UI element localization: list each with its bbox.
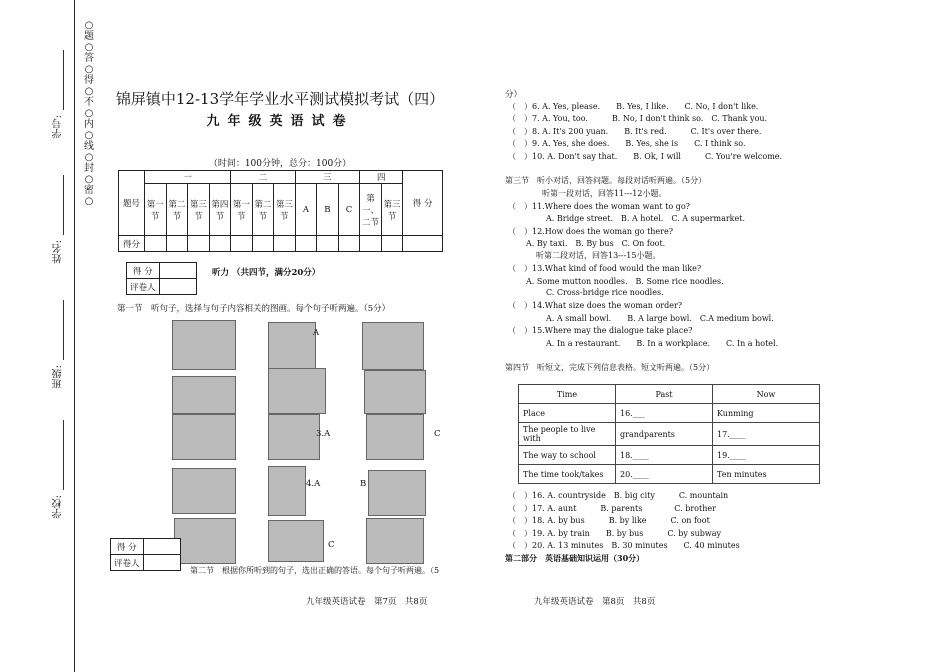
school-label: 学校: <box>52 495 64 519</box>
score-cell[interactable] <box>317 236 339 252</box>
question-20: （ ）20. A. 13 minutes B. 30 minutes C. 40 minutes <box>508 541 740 550</box>
question-13-option-c: C. Cross-bridge rice noodles. <box>546 288 664 297</box>
picture-cloud <box>268 520 324 562</box>
pic-label: C <box>434 429 441 439</box>
section2-end: 分） <box>505 90 523 100</box>
question-9: （ ）9. A. Yes, she does. B. Yes, she is C. I think so. <box>508 139 746 148</box>
sub-header: 第一、二节 <box>360 184 382 236</box>
info-cell: Ten minutes <box>713 465 820 484</box>
info-header: Now <box>713 385 820 404</box>
question-14: （ ）14.What size does the woman order? <box>508 301 683 310</box>
score-cell[interactable] <box>295 236 317 252</box>
pic-label: C <box>328 540 335 550</box>
info-cell: grandparents <box>616 423 713 446</box>
sub-header: A <box>295 184 317 236</box>
question-16: （ ）16. A. countryside B. big city C. mountain <box>508 491 729 500</box>
score-cell[interactable] <box>403 236 443 252</box>
pic-label: A <box>313 328 320 338</box>
picture-rice <box>366 414 424 460</box>
row-label-score: 得分 <box>119 236 145 252</box>
question-19: （ ）19. A. by train B. by bus C. by subway <box>508 529 721 538</box>
score-cell[interactable] <box>274 236 296 252</box>
grader-box-2 <box>110 538 181 571</box>
question-17: （ ）17. A. aunt B. parents C. brother <box>508 504 716 513</box>
info-cell: Kunming <box>713 404 820 423</box>
sub-header: 第四节 <box>209 184 231 236</box>
info-cell: Place <box>519 404 616 423</box>
footer-left: 九年级英语试卷 第7页 共8页 <box>306 597 428 607</box>
picture-statue-liberty <box>268 466 306 516</box>
grader-score-cell[interactable] <box>143 539 180 555</box>
picture-dumplings <box>268 414 320 460</box>
question-15: （ ）15.Where may the dialogue take place? <box>508 326 693 335</box>
listening-heading: 听力 （共四节，满分20分） <box>212 268 321 278</box>
grader-name-cell[interactable] <box>159 279 196 295</box>
question-11-options: A. Bridge street. B. A hotel. C. A supermarket. <box>546 214 746 223</box>
student-id-label: 学号: <box>52 115 64 139</box>
class-label: 班级: <box>52 365 64 389</box>
pic-label: 4.A <box>306 479 321 489</box>
section4-instruction: 第四节 听短文，完成下列信息表格。短文听两遍。（5分） <box>505 363 715 372</box>
info-cell[interactable]: 17.____ <box>713 423 820 446</box>
question-11: （ ）11.Where does the woman want to go? <box>508 202 690 211</box>
sub-header: 第二节 <box>252 184 274 236</box>
picture-bicycle <box>268 368 326 414</box>
picture-opera-house <box>172 468 236 514</box>
group-2: 二 <box>231 171 296 184</box>
picture-people <box>362 322 424 370</box>
sub-header: B <box>317 184 339 236</box>
info-cell[interactable]: 19.____ <box>713 446 820 465</box>
grader-box-1 <box>126 262 197 295</box>
part2-heading: 第二部分 英语基础知识运用（30分） <box>505 553 645 563</box>
sub-header: 第二节 <box>166 184 188 236</box>
exam-title: 锦屏镇中12-13学年学业水平测试模拟考试（四） <box>115 90 445 108</box>
info-cell[interactable]: 16.___ <box>616 404 713 423</box>
score-cell[interactable] <box>338 236 360 252</box>
group-4: 四 <box>360 171 403 184</box>
question-15-options: A. In a restaurant. B. In a workplace. C. In a hotel. <box>546 339 779 348</box>
picture-car <box>172 376 236 414</box>
grader-name-cell[interactable] <box>143 555 180 571</box>
question-13-options-ab: A. Some mutton noodles. B. Some rice noodles. <box>526 277 724 286</box>
question-12: （ ）12.How does the woman go there? <box>508 227 674 236</box>
score-cell[interactable] <box>252 236 274 252</box>
grader-name-label: 评卷人 <box>127 279 160 295</box>
name-label: 姓名: <box>52 240 64 264</box>
question-13: （ ）13.What kind of food would the man like? <box>508 264 702 273</box>
footer-right: 九年级英语试卷 第8页 共8页 <box>534 597 656 607</box>
picture-walking-people <box>268 322 316 370</box>
info-cell: The time took/takes <box>519 465 616 484</box>
grader-name-label: 评卷人 <box>111 555 144 571</box>
student-id-line <box>63 50 64 110</box>
class-line <box>63 300 64 360</box>
info-header: Time <box>519 385 616 404</box>
name-line <box>63 175 64 235</box>
question-10: （ ）10. A. Don't say that. B. Ok, I will C. You're welcome. <box>508 152 783 161</box>
exam-subtitle: 九年级英语试卷 <box>206 114 354 129</box>
score-cell[interactable] <box>360 236 382 252</box>
picture-cyclists <box>172 320 236 370</box>
sub-header: 第三节 <box>381 184 403 236</box>
picture-big-ben <box>368 470 426 516</box>
section3-part2: 听第二段对话，回答13---15小题。 <box>536 251 661 260</box>
question-8: （ ）8. A. It's 200 yuan. B. It's red. C. It's over there. <box>508 127 762 136</box>
sub-header: C <box>338 184 360 236</box>
group-3: 三 <box>295 171 360 184</box>
total-header: 得 分 <box>403 171 443 236</box>
binding-notice: ○ 题 ○ 答 ○ 得 ○ 不 ○ 内 ○ 线 ○ 封 ○ 密 ○ <box>84 20 96 207</box>
grader-score-label: 得 分 <box>111 539 144 555</box>
picture-bus <box>364 370 426 414</box>
sub-header: 第三节 <box>274 184 296 236</box>
score-table <box>118 170 443 252</box>
score-cell[interactable] <box>145 236 167 252</box>
section2-instruction: 第二节 根据你所听到的句子，选出正确的答语。每个句子听两遍。（5 <box>190 566 440 575</box>
pic-label: B <box>360 479 367 489</box>
info-cell[interactable]: 18.____ <box>616 446 713 465</box>
question-18: （ ）18. A. by bus B. by like C. on foot <box>508 516 710 525</box>
question-7: （ ）7. A. You, too. B. No, I don't think so. C. Thank you. <box>508 114 768 123</box>
score-cell[interactable] <box>381 236 403 252</box>
info-header: Past <box>616 385 713 404</box>
sub-header: 第三节 <box>188 184 210 236</box>
info-cell: The people to live with <box>519 423 616 446</box>
section1-instruction: 第一节 听句子，选择与句子内容相关的图画。每个句子听两遍。（5分） <box>117 304 391 314</box>
grader-score-label: 得 分 <box>127 263 160 279</box>
grader-score-cell[interactable] <box>159 263 196 279</box>
row-label-top: 题号 <box>119 171 145 236</box>
section3-instruction: 第三节 听小对话，回答问题。每段对话听两遍。（5分） <box>505 176 707 185</box>
picture-rain <box>174 518 236 564</box>
score-cell[interactable] <box>231 236 253 252</box>
question-14-options: A. A small bowl. B. A large bowl. C.A medium bowl. <box>546 314 774 323</box>
time-info: （时间：100分钟，总分：100分） <box>208 159 352 169</box>
question-6: （ ）6. A. Yes, please. B. Yes, I like. C. No, I don't like. <box>508 102 759 111</box>
score-cell[interactable] <box>166 236 188 252</box>
info-table <box>518 384 820 484</box>
pic-label: 3.A <box>316 429 331 439</box>
school-line <box>63 420 64 490</box>
sub-header: 第一节 <box>145 184 167 236</box>
info-cell[interactable]: 20.____ <box>616 465 713 484</box>
question-12-options: A. By taxi. B. By bus C. On foot. <box>526 239 666 248</box>
info-cell: The way to school <box>519 446 616 465</box>
section3-part1: 听第一段对话，回答11---12小题。 <box>542 189 667 198</box>
score-cell[interactable] <box>188 236 210 252</box>
picture-noodles <box>172 414 236 460</box>
group-1: 一 <box>145 171 231 184</box>
binding-line <box>74 0 75 672</box>
picture-snow <box>366 518 424 564</box>
score-cell[interactable] <box>209 236 231 252</box>
sub-header: 第一节 <box>231 184 253 236</box>
